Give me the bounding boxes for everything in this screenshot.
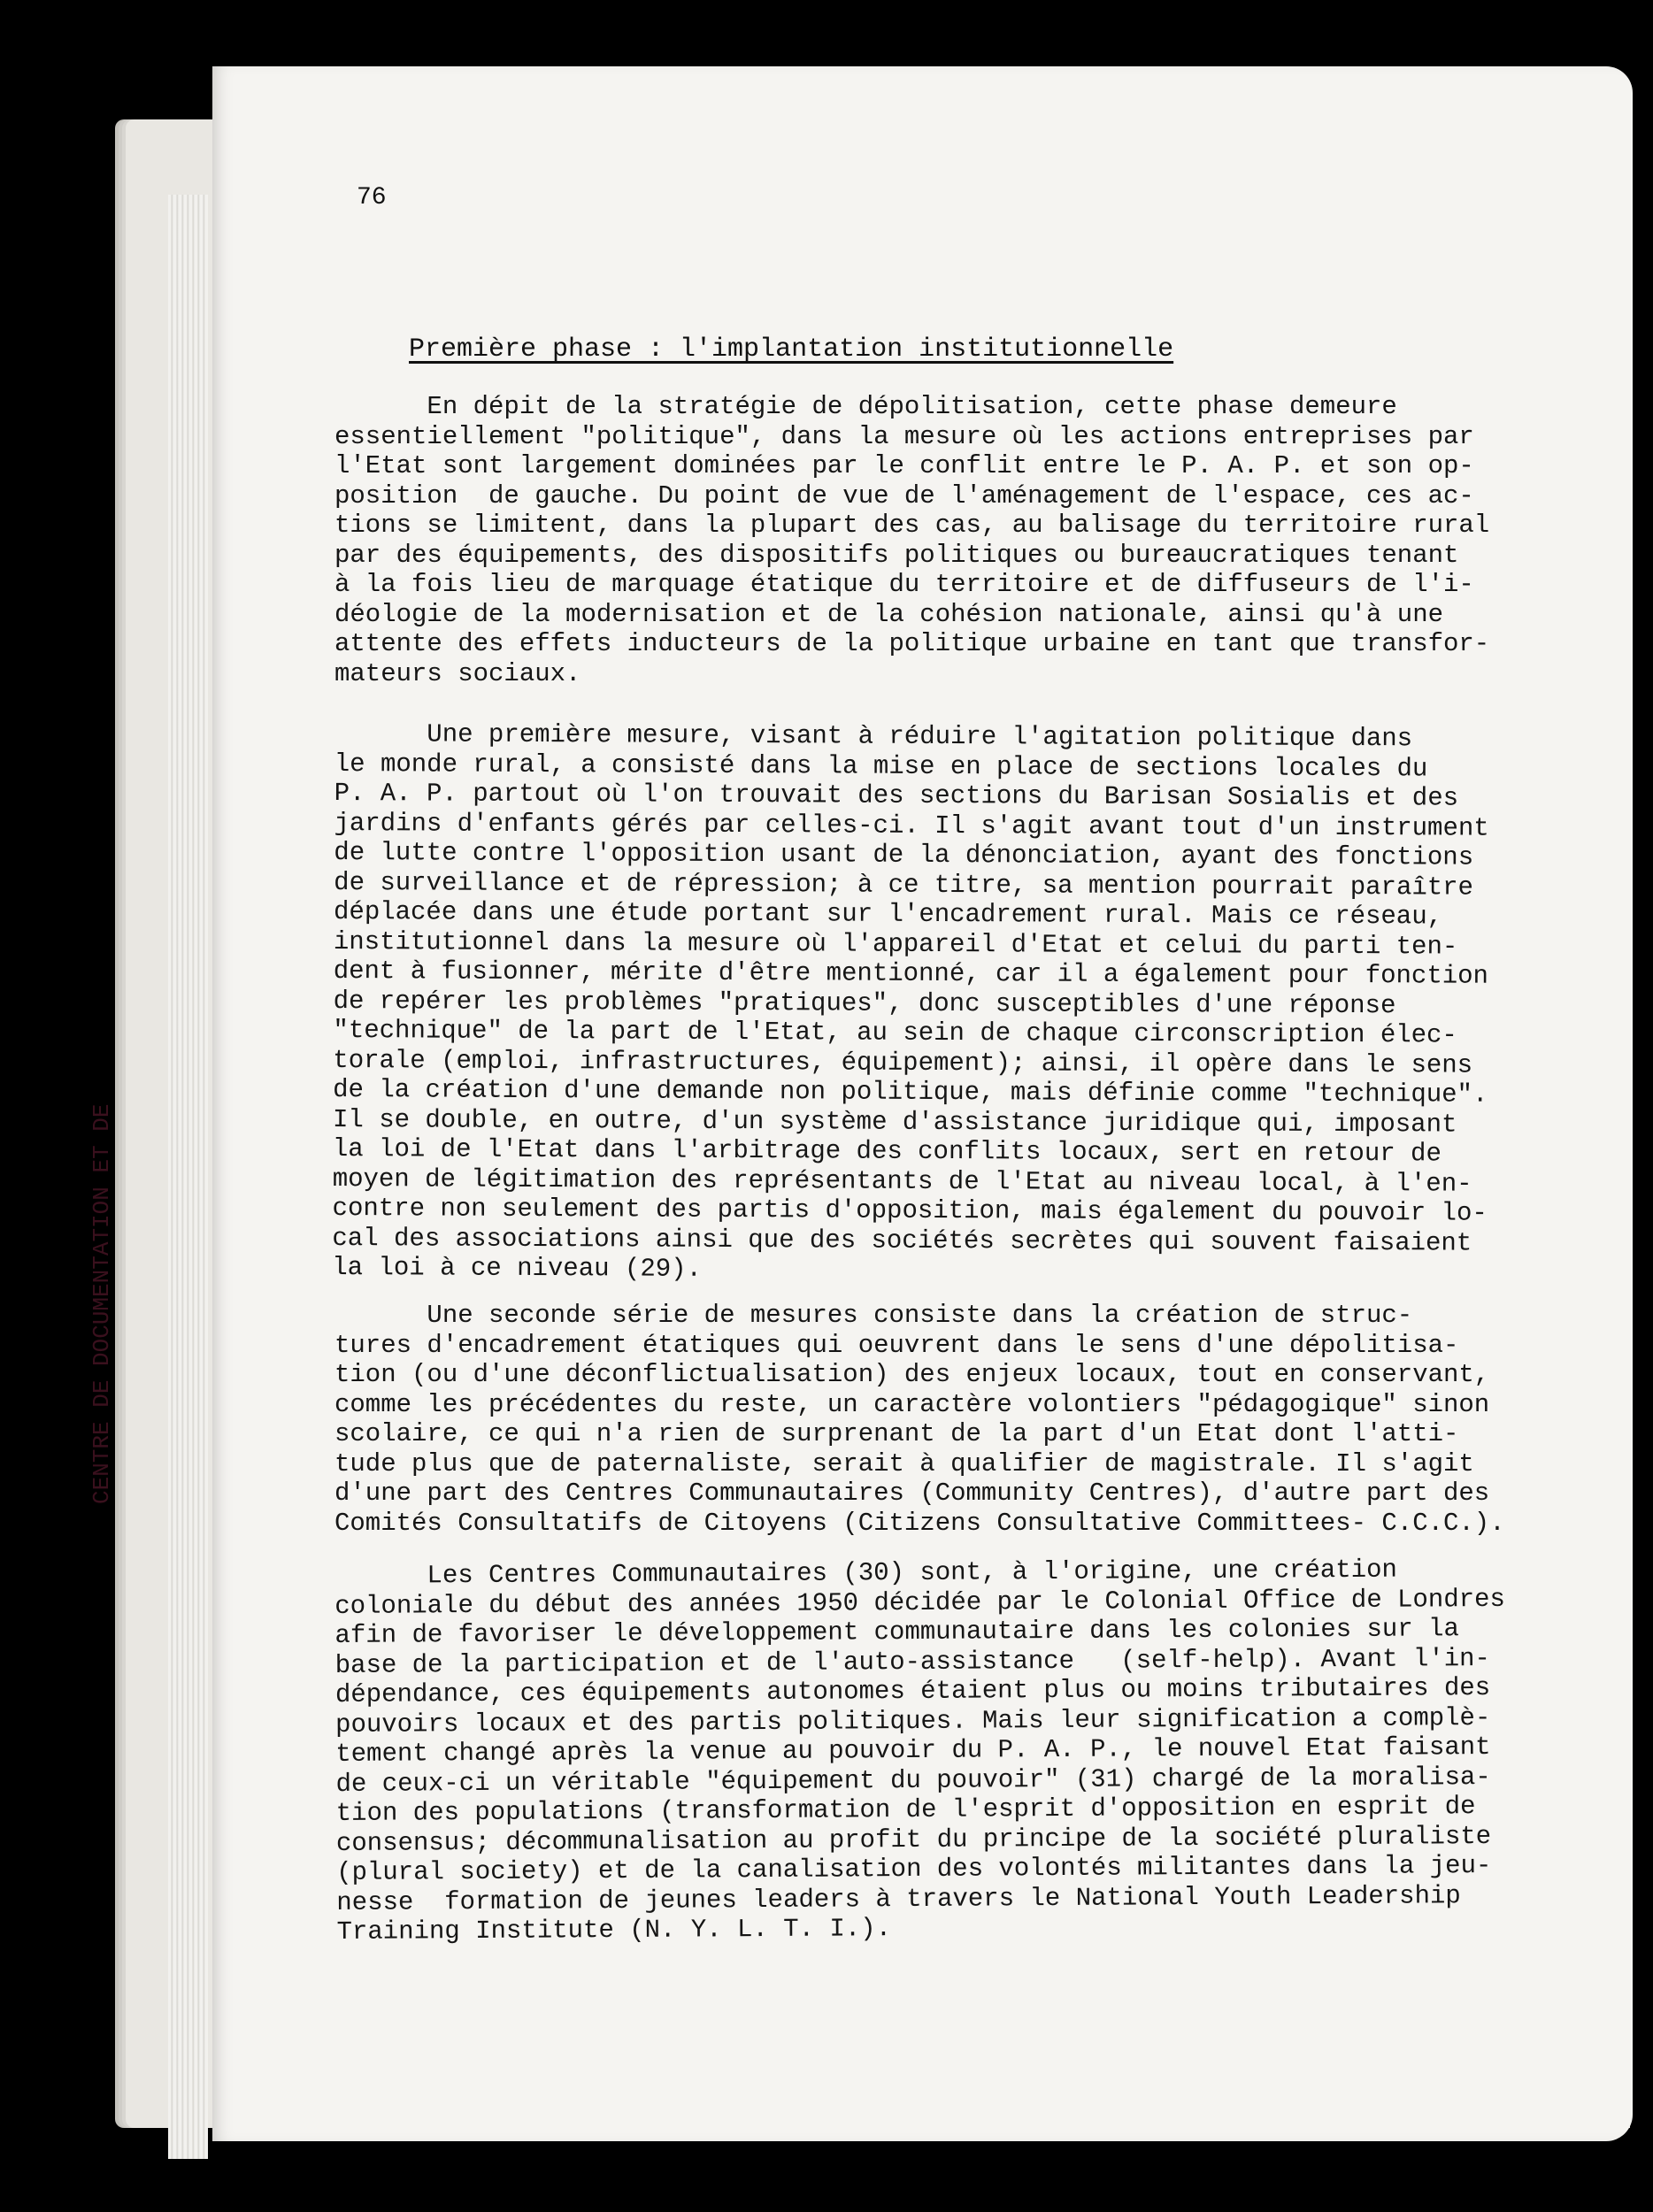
text-line: de surveillance et de répression; à ce titre, sa mention pourrait paraître: [334, 867, 1474, 902]
text-line: par des équipements, des dispositifs politiques ou bureaucratiques tenant: [334, 540, 1459, 570]
text-line: consensus; décommunalisation au profit du principe de la société pluraliste: [335, 1821, 1492, 1858]
text-line: nesse formation de jeunes leaders à travers le National Youth Leadership: [336, 1880, 1461, 1917]
paragraph-1: [334, 392, 1525, 688]
text-line: déologie de la modernisation et de la cohésion nationale, ainsi qu'à une: [334, 599, 1444, 629]
text-line: de ceux-ci un véritable "équipement du pouvoir" (31) chargé de la moralisa-: [335, 1762, 1491, 1799]
text-line: dépendance, ces équipements autonomes étaient plus ou moins tributaires des: [334, 1673, 1491, 1709]
text-line: essentiellement "politique", dans la mesure où les actions entreprises par: [334, 421, 1474, 451]
text-line: de lutte contre l'opposition usant de la dénonciation, ayant des fonctions: [334, 837, 1474, 872]
text-line: afin de favoriser le développement communautaire dans les colonies sur la: [334, 1614, 1460, 1650]
text-line: En dépit de la stratégie de dépolitisation, cette phase demeure: [334, 392, 1397, 421]
text-line: le monde rural, a consisté dans la mise en place de sections locales du: [334, 749, 1428, 783]
text-line: attente des effets inducteurs de la politique urbaine en tant que transfor-: [334, 629, 1490, 658]
text-line: comme les précédentes du reste, un caractère volontiers "pédagogique" sinon: [334, 1389, 1490, 1419]
text-line: moyen de légitimation des représentants de l'Etat au niveau local, à l'en-: [332, 1164, 1472, 1199]
text-line: Training Institute (N. Y. L. T. I.).: [336, 1914, 892, 1947]
text-line: la loi de l'Etat dans l'arbitrage des conflits locaux, sert en retour de: [332, 1133, 1442, 1169]
text-line: coloniale du début des années 1950 décidée par le Colonial Office de Londres: [334, 1584, 1506, 1621]
text-line: "technique" de la part de l'Etat, au sein de chaque circonscription élec-: [333, 1015, 1457, 1050]
text-line: jardins d'enfants gérés par celles-ci. Il s'agit avant tout d'un instrument: [334, 808, 1489, 843]
text-line: tions se limitent, dans la plupart des cas, au balisage du territoire rural: [334, 511, 1490, 540]
page-number: 76: [357, 184, 387, 211]
text-line: Une seconde série de mesures consiste dans la création de struc-: [334, 1301, 1413, 1330]
text-line: position de gauche. Du point de vue de l'aménagement de l'espace, ces ac-: [334, 480, 1474, 511]
text-line: tement changé après la venue au pouvoir du P. A. P., le nouvel Etat faisant: [335, 1732, 1491, 1769]
text-line: d'une part des Centres Communautaires (Community Centres), d'autre part des: [334, 1479, 1490, 1508]
text-line: mateurs sociaux.: [334, 658, 581, 688]
text-line: (plural society) et de la canalisation des volontés militantes dans la jeu-: [336, 1851, 1492, 1887]
text-line: P. A. P. partout où l'on trouvait des sections du Barisan Sosialis et des: [334, 778, 1459, 813]
text-line: tion des populations (transformation de l'esprit d'opposition en esprit de: [335, 1792, 1476, 1828]
paragraph-3: [334, 1301, 1525, 1538]
text-line: dent à fusionner, mérite d'être mentionné, car il a également pour fonction: [333, 956, 1489, 991]
text-line: tude plus que de paternaliste, serait à qualifier de magistrale. Il s'agit: [334, 1448, 1474, 1479]
text-line: de repérer les problèmes "pratiques", donc susceptibles d'une réponse: [333, 986, 1396, 1020]
text-line: à la fois lieu de marquage étatique du territoire et de diffuseurs de l'i-: [334, 570, 1474, 599]
stamp-bleed-through: [88, 885, 292, 1504]
text-line: Une première mesure, visant à réduire l'agitation politique dans: [334, 719, 1413, 754]
text-line: Les Centres Communautaires (30) sont, à l'origine, une création: [334, 1555, 1397, 1591]
stamp-text: CENTRE DE DOCUMENTATION ET DE: [88, 1103, 115, 1504]
text-line: base de la participation et de l'auto-assistance (self-help). Avant l'in-: [334, 1643, 1491, 1680]
text-line: institutionnel dans la mesure où l'appareil d'Etat et celui du parti ten-: [333, 926, 1458, 962]
text-line: scolaire, ce qui n'a rien de surprenant de la part d'un Etat dont l'atti-: [334, 1419, 1459, 1448]
text-line: tion (ou d'une déconflictualisation) des enjeux locaux, tout en conservant,: [334, 1360, 1490, 1389]
text-line: Il se double, en outre, d'un système d'assistance juridique qui, imposant: [332, 1104, 1457, 1140]
text-line: la loi à ce niveau (29).: [332, 1252, 703, 1284]
text-line: déplacée dans une étude portant sur l'encadrement rural. Mais ce réseau,: [333, 896, 1443, 932]
paragraph-2: [332, 719, 1525, 1287]
text-line: pouvoirs locaux et des partis politiques. Mais leur signification a complè-: [335, 1702, 1491, 1740]
section-title: Première phase : l'implantation institutionnelle: [409, 334, 1174, 365]
text-line: cal des associations ainsi que des sociétés secrètes qui souvent faisaient: [332, 1223, 1472, 1258]
text-line: contre non seulement des partis d'opposition, mais également du pouvoir lo-: [332, 1193, 1488, 1228]
text-line: Comités Consultatifs de Citoyens (Citizens Consultative Committees- C.C.C.).: [334, 1508, 1505, 1538]
paragraph-4: [334, 1555, 1527, 1947]
text-line: l'Etat sont largement dominées par le conflit entre le P. A. P. et son op-: [334, 451, 1474, 480]
text-line: torale (emploi, infrastructures, équipement); ainsi, il opère dans le sens: [333, 1045, 1473, 1080]
text-line: de la création d'une demande non politique, mais définie comme "technique".: [333, 1074, 1488, 1110]
text-line: tures d'encadrement étatiques qui oeuvrent dans le sens d'une dépolitisa-: [334, 1330, 1459, 1360]
